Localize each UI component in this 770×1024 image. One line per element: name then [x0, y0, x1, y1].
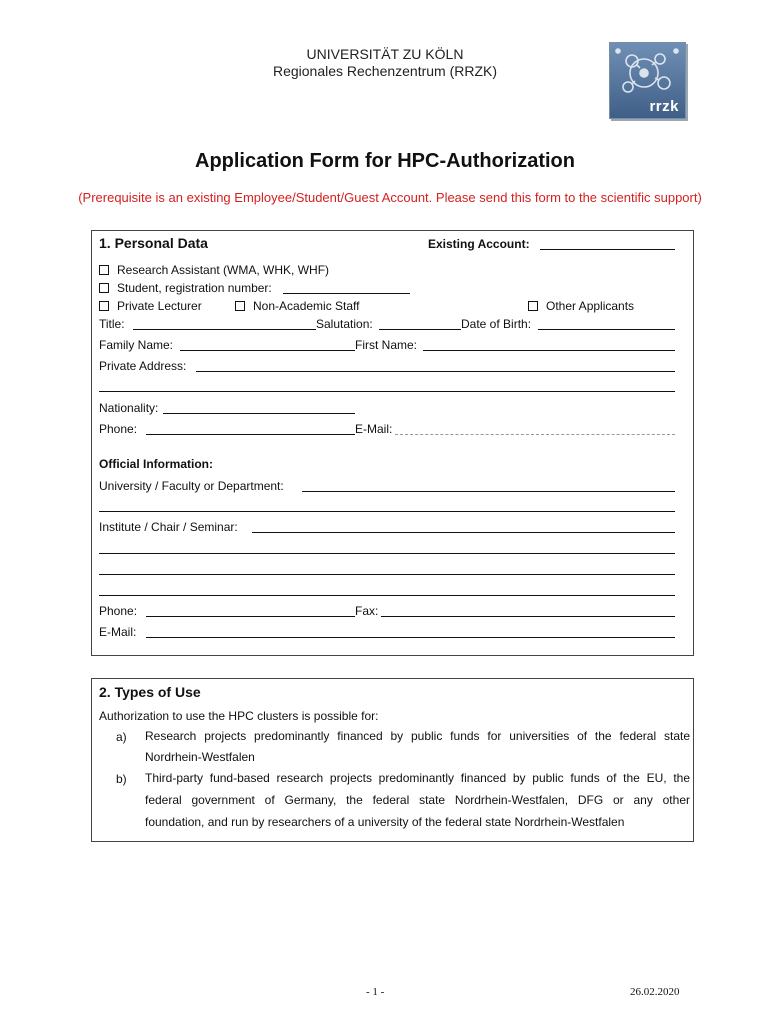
email-label: E-Mail:	[355, 422, 393, 436]
types-of-use-section	[91, 678, 694, 842]
title-field[interactable]	[133, 329, 316, 330]
checkbox-research-assistant[interactable]	[99, 265, 109, 275]
checkbox-label: Other Applicants	[546, 299, 635, 313]
checkbox-other-applicants[interactable]	[528, 301, 538, 311]
checkbox-private-lecturer[interactable]	[99, 301, 109, 311]
first-name-field[interactable]	[423, 350, 675, 351]
list-item-line: foundation, and run by researchers of a university of the federal state Nordrhein-Westfalen	[145, 815, 625, 829]
checkbox-label: Student, registration number:	[117, 281, 272, 295]
official-email-label: E-Mail:	[99, 625, 137, 639]
private-address-label: Private Address:	[99, 359, 187, 373]
page-header	[200, 46, 570, 80]
section-title: 1. Personal Data	[99, 235, 208, 251]
university-faculty-label: University / Faculty or Department:	[99, 479, 284, 493]
list-marker: a)	[116, 730, 127, 744]
nationality-field[interactable]	[163, 413, 355, 414]
official-phone-label: Phone:	[99, 604, 138, 618]
university-faculty-field-line2[interactable]	[99, 511, 675, 512]
official-information-heading: Official Information:	[99, 457, 213, 471]
family-name-label: Family Name:	[99, 338, 174, 352]
computing-center-name: Regionales Rechenzentrum (RRZK)	[272, 63, 498, 79]
phone-field[interactable]	[146, 434, 355, 435]
existing-account-label: Existing Account:	[428, 237, 530, 251]
list-item-line: Nordrhein-Westfalen	[145, 750, 255, 764]
fax-field[interactable]	[381, 616, 675, 617]
nationality-label: Nationality:	[99, 401, 159, 415]
list-marker: b)	[116, 772, 127, 786]
official-phone-field[interactable]	[146, 616, 355, 617]
registration-number-field[interactable]	[283, 293, 410, 294]
list-item-line: Third-party fund-based research projects predominantly financed by public funds of the EU, the	[145, 771, 690, 785]
date-of-birth-label: Date of Birth:	[461, 317, 532, 331]
form-prerequisite-note: (Prerequisite is an existing Employee/Student/Guest Account. Please send this form to the scientific support)	[78, 190, 702, 205]
list-item-line: Research projects predominantly financed by public funds for universities of the federal state	[145, 729, 690, 743]
university-name: UNIVERSITÄT ZU KÖLN	[306, 46, 464, 62]
checkbox-label: Research Assistant (WMA, WHK, WHF)	[117, 263, 330, 277]
checkbox-non-academic-staff[interactable]	[235, 301, 245, 311]
institute-field-line2[interactable]	[99, 553, 675, 554]
personal-data-section	[91, 230, 694, 656]
private-address-field[interactable]	[196, 371, 675, 372]
checkbox-student[interactable]	[99, 283, 109, 293]
institute-label: Institute / Chair / Seminar:	[99, 520, 238, 534]
section-title: 2. Types of Use	[99, 684, 201, 700]
institute-field-line3[interactable]	[99, 574, 675, 575]
checkbox-label: Non-Academic Staff	[253, 299, 360, 313]
types-of-use-intro: Authorization to use the HPC clusters is possible for:	[99, 709, 379, 723]
salutation-label: Salutation:	[316, 317, 373, 331]
form-title: Application Form for HPC-Authorization	[195, 150, 575, 172]
phone-label: Phone:	[99, 422, 138, 436]
existing-account-field[interactable]	[540, 249, 675, 250]
salutation-field[interactable]	[379, 329, 461, 330]
first-name-label: First Name:	[355, 338, 418, 352]
date-of-birth-field[interactable]	[538, 329, 675, 330]
title-label: Title:	[99, 317, 125, 331]
page-number: - 1 -	[366, 986, 385, 998]
fax-label: Fax:	[355, 604, 379, 618]
private-address-field-line2[interactable]	[99, 391, 675, 392]
university-faculty-field[interactable]	[302, 491, 675, 492]
institute-field-line4[interactable]	[99, 595, 675, 596]
family-name-field[interactable]	[180, 350, 355, 351]
document-date: 26.02.2020	[630, 986, 680, 998]
checkbox-label: Private Lecturer	[117, 299, 202, 313]
email-field[interactable]	[395, 434, 675, 435]
official-email-field[interactable]	[146, 637, 675, 638]
rrzk-logo	[609, 42, 686, 119]
list-item-line: federal government of Germany, the federal state Nordrhein-Westfalen, DFG or any other	[145, 793, 690, 807]
institute-field[interactable]	[252, 532, 675, 533]
logo-text: rrzk	[649, 98, 679, 115]
